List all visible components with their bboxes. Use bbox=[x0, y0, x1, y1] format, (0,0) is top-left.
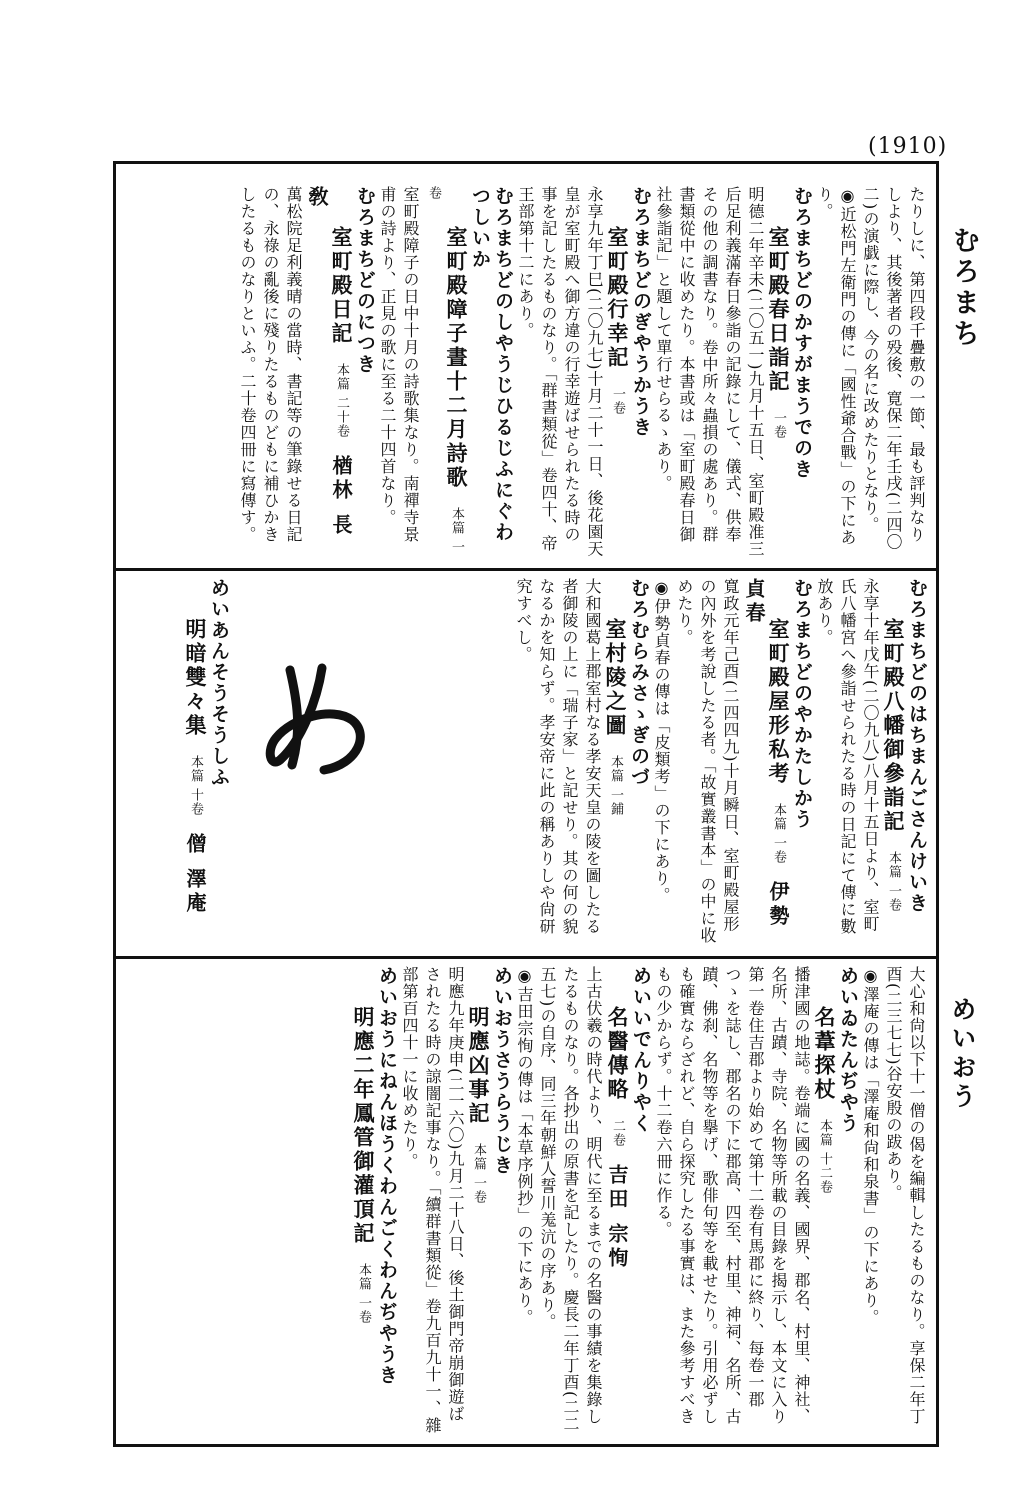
entry-title bbox=[352, 966, 375, 1436]
entry-title bbox=[305, 186, 353, 558]
continuation-text: たりしに、第四段千疊敷の一節、最も評判なりしより、其後著者の殁後、寛保二年壬戌(二四〇二)の演戯に際し、今の名に改めたりとなり。 bbox=[861, 186, 926, 551]
section-top bbox=[128, 186, 928, 558]
entry-volumes: 本篇 一卷 bbox=[426, 186, 464, 555]
entry-reading: めいゐたんぢやう bbox=[837, 966, 859, 1134]
entry-reading: むろまちどのかすがまうでのき bbox=[791, 186, 813, 480]
entry-author: 僧 澤庵 bbox=[183, 833, 207, 917]
entry-title-text: 室町殿春日詣記 bbox=[766, 226, 791, 394]
entry-title-text: 室町殿屋形私考 bbox=[766, 618, 791, 786]
entry-title bbox=[422, 186, 468, 558]
entry-body: 寬政元年己酉(二四四九)十月瞬日、室町殿屋形の內外を考說したる者。「故實叢書本」の中に收めたり。 bbox=[675, 578, 740, 944]
entry-volumes: 本篇 一卷 bbox=[471, 1143, 486, 1205]
entry-author: 伊勢 貞春 bbox=[742, 578, 790, 930]
entry-volumes: 本篇 一卷 bbox=[771, 803, 786, 865]
entry-volumes: 二卷 bbox=[610, 1119, 625, 1147]
section-kana-me bbox=[262, 660, 372, 780]
entry-reading: むろまちどのはちまんごさんけいき bbox=[906, 578, 928, 914]
entry-reading: むろまちどのやかたしかう bbox=[791, 578, 813, 830]
entry-volumes: 本篇 一卷 bbox=[886, 851, 901, 913]
section-divider-upper bbox=[116, 568, 936, 571]
page-number: (1910) bbox=[868, 134, 948, 159]
entry-body: 永享十年戊午(二〇九八)八月十五日より、室町氏八幡宮へ參詣せられたる時の日記にて傳に數放あり。 bbox=[815, 578, 880, 935]
entry-reading: むろまちどのにつき bbox=[354, 186, 376, 375]
entry-title-text: 明應二年鳳管御灌頂記 bbox=[351, 1006, 376, 1246]
entry-title-text: 室町殿八幡御參詣記 bbox=[881, 618, 906, 834]
entry-body: 明德二年辛未(二〇五一)九月十五日、室町殿准三后足利義滿春日參詣の記錄にして、儀式、供奉その他の調書なり。卷中所々蟲損の處あり。群書類從中に收めたり。本書或は「室町殿春日御社參詣記」と題して單行せらるゝあり。 bbox=[654, 186, 765, 558]
entry-volumes: 本篇 二十卷 bbox=[334, 363, 349, 439]
entry-volumes: 一卷 bbox=[610, 387, 625, 415]
entry-body: 永享九年丁巳(二〇九七)十月二十一日、後花園天皇が室町殿へ御方違の行幸遊ばせられたる時の事を記したるものなり。「群書類從」卷四十、帝王部第十二にあり。 bbox=[516, 186, 604, 558]
entry-body: 萬松院足利義晴の當時、書記等の筆錄せる日記の、永祿の亂後に殘りたるものどもに補ひかきしたるものなりといふ。二十卷四冊に寫傳す。 bbox=[238, 186, 303, 543]
entry-title bbox=[767, 186, 790, 558]
entry-note: ◉伊勢貞春の傳は「皮類考」の下にあり。 bbox=[652, 578, 671, 904]
section-middle bbox=[420, 578, 928, 944]
entry-reading: むろまちどのしやうじひるじふにぐわつしいか bbox=[469, 186, 514, 543]
entry-note: ◉吉田宗恂の傳は「本草序例抄」の下にあり。 bbox=[515, 966, 534, 1326]
entry-title bbox=[605, 966, 629, 1436]
entry-title bbox=[742, 578, 790, 944]
entry-reading: めいあんそうそうしふ bbox=[208, 578, 230, 788]
running-head-meiou: めいおう bbox=[948, 996, 977, 1112]
entry-reading: めいおうさうらうじき bbox=[491, 966, 513, 1176]
section-bottom bbox=[128, 966, 928, 1436]
entry-title-text: 明暗雙々集 bbox=[183, 618, 208, 738]
entry-reading: めいおうにねんほうくわんごくわんぢやうき bbox=[376, 966, 398, 1386]
entry-body: 上古伏羲の時代より、明代に至るまでの名醫の事績を集錄したるものなり。各抄出の原書を記したり。慶長二年丁酉(二二五七)の自序、同三年朝鮮人誓川羗沆の序あり。 bbox=[538, 966, 603, 1433]
entry-body: 室町殿障子の日中十月の詩歌集なり。南禪寺景甫の詩より、正見の歌に至る二十四首なり。 bbox=[378, 186, 420, 543]
entry-reading: むろむらみさゝぎのづ bbox=[628, 578, 650, 788]
entry-title-text: 明應凶事記 bbox=[466, 1006, 491, 1126]
entry-volumes: 本篇 十卷 bbox=[188, 755, 203, 817]
entry-title-text: 室村陵之圖 bbox=[603, 618, 628, 738]
entry-title bbox=[813, 966, 836, 1436]
entry-volumes: 本篇 一鋪 bbox=[608, 755, 623, 817]
entry-title bbox=[882, 578, 905, 944]
entry-title-text: 名醫傳略 bbox=[605, 1006, 630, 1102]
entry-title-text: 室町殿障子晝十二月詩歌 bbox=[444, 226, 469, 490]
entry-title bbox=[604, 578, 627, 944]
entry-reading: めいいでんりやく bbox=[630, 966, 652, 1134]
entry-title bbox=[467, 966, 490, 1436]
section-divider-lower bbox=[116, 956, 936, 959]
entry-title bbox=[183, 578, 207, 944]
entry-body: 大和國葛上郡室村なる孝安天皇の陵を圖したる者御陵の上に「瑞子家」と記せり。其の何の貌なるかを知らず。孝安帝に此の稱ありしや尙研究すべし。 bbox=[514, 578, 602, 935]
entry-title-text: 室町殿日記 bbox=[329, 226, 354, 346]
continuation-note: ◉近松門左衛門の傳に「國性爺合戰」の下にあり。 bbox=[815, 186, 857, 546]
continuation-text: 大心和尙以下十一僧の偈を編輯したるものなり。享保二年丁酉(二三七七)谷安殷の跋あり。 bbox=[884, 966, 926, 1425]
entry-author: 楢林 長敎 bbox=[305, 186, 353, 539]
section-middle-left bbox=[140, 578, 230, 944]
entry-volumes: 本篇 十二卷 bbox=[817, 1119, 832, 1195]
entry-body: 播津國の地誌。卷端に國の名義、國界、郡名、村里、神社、名所、古蹟、寺院、名物等所載の目錄を揭示し、本文に入り第一卷住吉郡より始めて第十二卷有馬郡に終り、每卷一郡つゝを誌し、郡名の下に郡高、四至、村里、神祠、名所、古蹟、佛刹、名物等を擧げ、歌俳句等を載せたり。引用必ずしも確實ならざれど、自ら探究したる事實は、また參考すべきもの少からず。十二卷六冊に作る。 bbox=[654, 966, 811, 1425]
continuation-note: ◉澤庵の傳は「澤庵和尙和泉書」の下にあり。 bbox=[861, 966, 880, 1326]
entry-reading: むろまちどのぎやうかうき bbox=[630, 186, 652, 438]
section-kana-me-glyph bbox=[262, 660, 372, 780]
entry-body: 明應九年庚申(二一六〇)九月二十八日、後土御門帝崩御遊ばされたる時の諒闇記事なり。「續群書類從」卷九百九十一、雜部第百四十一に收めたり。 bbox=[400, 966, 465, 1434]
entry-title bbox=[606, 186, 629, 558]
entry-author: 吉田 宗恂 bbox=[605, 1164, 629, 1271]
entry-volumes: 一卷 bbox=[771, 411, 786, 439]
entry-title-text: 名葦探杖 bbox=[812, 1006, 837, 1102]
entry-title-text: 室町殿行幸記 bbox=[605, 226, 630, 370]
running-head-muromachi: むろまち bbox=[948, 226, 979, 350]
entry-volumes: 本篇 一卷 bbox=[356, 1263, 371, 1325]
